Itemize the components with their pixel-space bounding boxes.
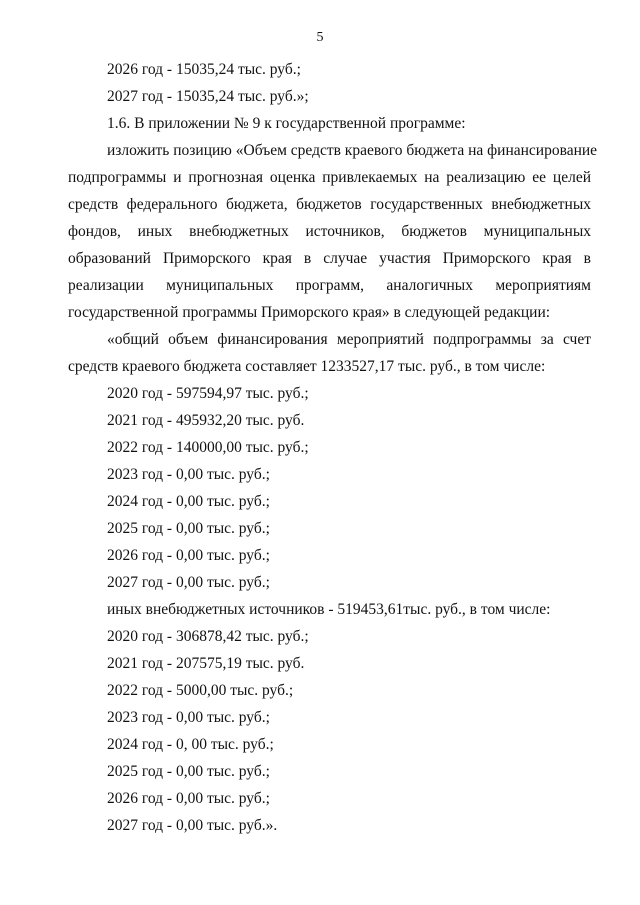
other-year-line: 2027 год - 0,00 тыс. руб.». xyxy=(107,817,278,834)
other-year-line: 2023 год - 0,00 тыс. руб.; xyxy=(107,709,270,726)
paragraph1-line: образований Приморского края в случае участия Приморского края в xyxy=(68,250,591,267)
page-number: 5 xyxy=(316,30,324,45)
other-sources-heading: иных внебюджетных источников - 519453,61тыс. руб., в том числе: xyxy=(107,601,551,618)
regional-year-line: 2027 год - 0,00 тыс. руб.; xyxy=(107,574,270,591)
regional-year-line: 2025 год - 0,00 тыс. руб.; xyxy=(107,520,270,537)
paragraph1-line: государственной программы Приморского края» в следующей редакции: xyxy=(68,304,551,321)
paragraph2-line: средств краевого бюджета составляет 1233527,17 тыс. руб., в том числе: xyxy=(68,358,546,375)
top-line-2026: 2026 год - 15035,24 тыс. руб.; xyxy=(107,61,301,78)
other-year-line: 2025 год - 0,00 тыс. руб.; xyxy=(107,763,270,780)
other-year-line: 2024 год - 0, 00 тыс. руб.; xyxy=(107,736,274,753)
paragraph1-line: изложить позицию «Объем средств краевого бюджета на финансирование xyxy=(107,142,598,159)
regional-year-line: 2024 год - 0,00 тыс. руб.; xyxy=(107,493,270,510)
other-year-line: 2022 год - 5000,00 тыс. руб.; xyxy=(107,682,294,699)
paragraph1-line: реализации муниципальных программ, аналогичных мероприятиям xyxy=(68,277,591,294)
regional-year-line: 2026 год - 0,00 тыс. руб.; xyxy=(107,547,270,564)
regional-year-line: 2022 год - 140000,00 тыс. руб.; xyxy=(107,439,309,456)
regional-year-line: 2021 год - 495932,20 тыс. руб. xyxy=(107,412,305,429)
other-year-line: 2020 год - 306878,42 тыс. руб.; xyxy=(107,628,309,645)
regional-year-line: 2023 год - 0,00 тыс. руб.; xyxy=(107,466,270,483)
regional-year-line: 2020 год - 597594,97 тыс. руб.; xyxy=(107,385,309,402)
other-year-line: 2021 год - 207575,19 тыс. руб. xyxy=(107,655,305,672)
paragraph1-line: подпрограммы и прогнозная оценка привлекаемых на реализацию ее целей xyxy=(68,169,591,186)
other-year-line: 2026 год - 0,00 тыс. руб.; xyxy=(107,790,270,807)
paragraph1-line: фондов, иных внебюджетных источников, бюджетов муниципальных xyxy=(68,223,591,240)
paragraph2-line: «общий объем финансирования мероприятий подпрограммы за счет xyxy=(107,331,591,348)
top-line-2027: 2027 год - 15035,24 тыс. руб.»; xyxy=(107,88,309,105)
section-heading: 1.6. В приложении № 9 к государственной программе: xyxy=(107,115,466,132)
paragraph1-line: средств федерального бюджета, бюджетов государственных внебюджетных xyxy=(68,196,591,213)
